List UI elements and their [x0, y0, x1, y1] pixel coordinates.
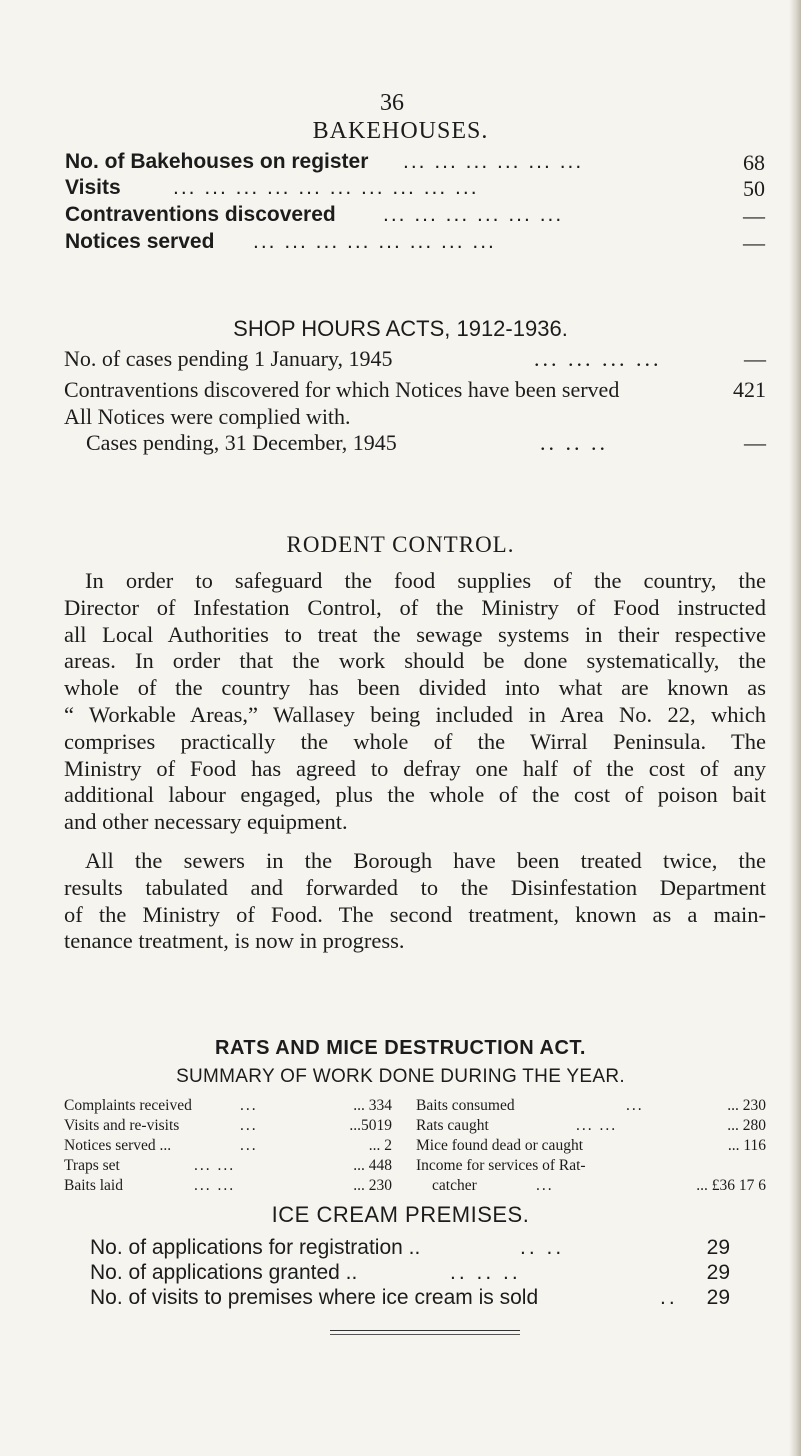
bakehouses-row: No. of Bakehouses on register ... ... ... ... ... ... 68 — [65, 150, 765, 175]
table-row: Rats caught ... ... ... 280 — [416, 1117, 766, 1134]
table-row: Baits laid ... ... ... 230 — [64, 1177, 392, 1194]
table-row: catcher ... ... £36 17 6 — [432, 1177, 766, 1194]
page-number: 36 — [380, 90, 404, 116]
table-row: Baits consumed ... ... 230 — [416, 1097, 766, 1114]
shop-hours-pending-row: No. of cases pending 1 January, 1945 ... ... ... ... — — [64, 346, 766, 371]
table-row: Complaints received ... ... 334 — [64, 1097, 392, 1114]
bakehouses-row: Notices served ... ... ... ... ... ... ... ... — — [65, 230, 765, 255]
bakehouses-heading: BAKEHOUSES. — [312, 118, 489, 144]
shop-hours-complied-note: All Notices were complied with. — [64, 404, 351, 429]
table-row: Mice found dead or caught ... 116 — [416, 1137, 766, 1154]
ice-cream-row: No. of visits to premises where ice cream is sold .. 29 — [90, 1286, 730, 1309]
shop-hours-cases-pending-row: Cases pending, 31 December, 1945 .. .. .. — — [86, 430, 766, 455]
closing-rule-double — [330, 1334, 520, 1335]
table-row: Income for services of Rat- — [416, 1157, 586, 1174]
ice-cream-row: No. of applications for registration .. .. .. 29 — [90, 1236, 730, 1259]
ice-cream-row: No. of applications granted .. .. .. .. 29 — [90, 1261, 730, 1284]
rats-mice-heading: RATS AND MICE DESTRUCTION ACT. — [215, 1037, 586, 1059]
rats-mice-left-table — [64, 1097, 392, 1197]
bakehouses-row: Contraventions discovered ... ... ... ... ... ... — — [65, 203, 765, 228]
rodent-control-paragraph-2: All the sewers in the Borough have been treated twice, the results tabulated and forwarded to the Disinfestation Department of the Ministry of Food. The second treatment, known as a main- tenance treatment, is now in progress. — [64, 848, 766, 954]
rodent-control-paragraph-1: In order to safeguard the food supplies of the country, the Director of Infestation Control, of the Ministry of Food instructed all Local Authorities to treat the sewage systems in their respective areas. In order that the work should be done systematically, the whole of the country has been divided into what are known as “ Workable Areas,” Wallasey being included in Area No. 22, which comprises practically the whole of the Wirral Peninsula. The Ministry of Food has agreed to defray one half of the cost of any additional labour engaged, plus the whole of the cost of poison bait and other necessary equipment. — [64, 568, 766, 835]
shop-hours-contraventions-row: Contraventions discovered for which Notices have been served 421 — [64, 377, 766, 402]
table-row: Visits and re-visits ... ...5019 — [64, 1117, 392, 1134]
rats-mice-subheading: SUMMARY OF WORK DONE DURING THE YEAR. — [176, 1066, 625, 1087]
bakehouses-row: Visits ... ... ... ... ... ... ... ... ... ... 50 — [65, 176, 765, 201]
page-edge-shadow — [789, 0, 801, 1456]
shop-hours-heading: SHOP HOURS ACTS, 1912-1936. — [233, 316, 568, 341]
rodent-control-heading: RODENT CONTROL. — [286, 532, 515, 557]
table-row: Traps set ... ... ... 448 — [64, 1157, 392, 1174]
ice-cream-heading: ICE CREAM PREMISES. — [271, 1202, 530, 1227]
closing-rule — [330, 1330, 520, 1331]
table-row: Notices served ... ... ... 2 — [64, 1137, 392, 1154]
rats-mice-right-table — [416, 1097, 766, 1197]
